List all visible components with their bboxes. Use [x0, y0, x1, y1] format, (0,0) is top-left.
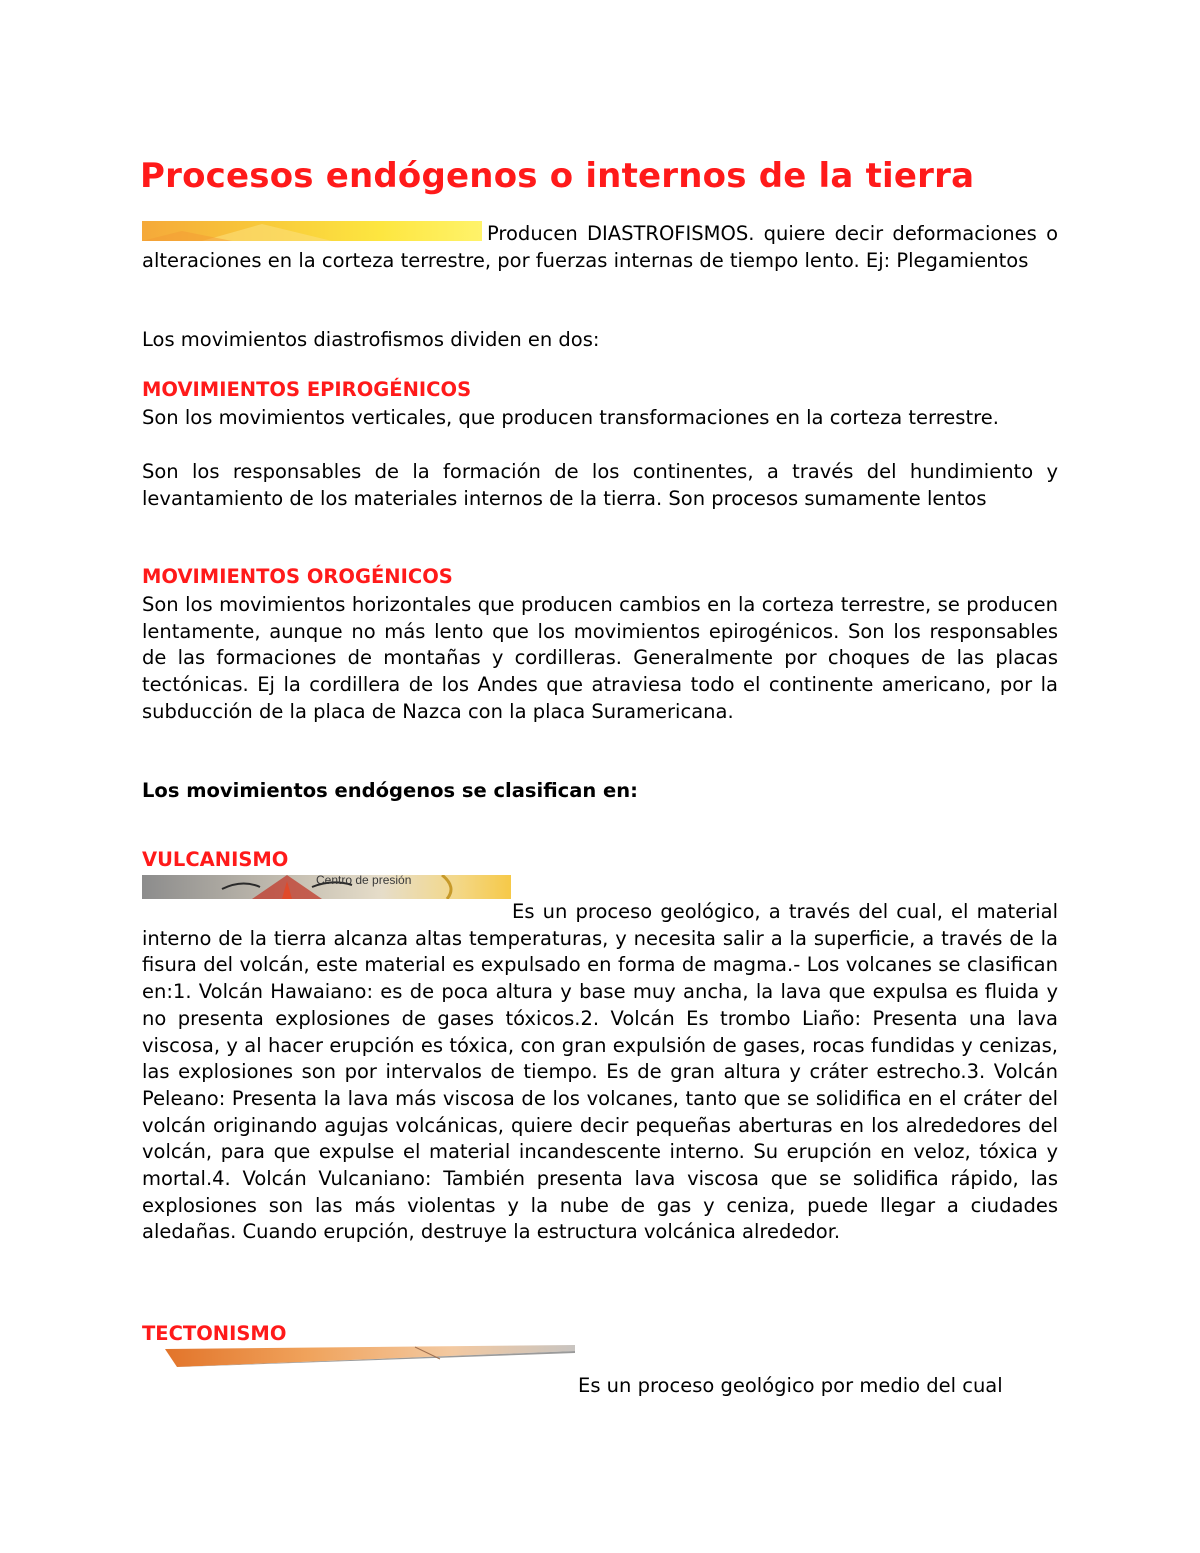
tectonism-figure-art — [165, 1345, 575, 1367]
page-title: Procesos endógenos o internos de la tierra — [140, 156, 975, 196]
epirogenicos-paragraph-1: Son los movimientos verticales, que producen transformaciones en la corteza terrestre. — [142, 406, 999, 429]
intro-text: Producen DIASTROFISMOS. quiere decir deformaciones o alteraciones en la corteza terrestre, por fuerzas internas de tiempo lento. Ej: Plegamientos — [142, 222, 1058, 272]
tectonismo-heading: TECTONISMO — [142, 1322, 287, 1345]
tectonism-figure — [165, 1345, 575, 1367]
clasifican-heading: Los movimientos endógenos se clasifican en: — [142, 779, 638, 802]
epirogenicos-heading: MOVIMIENTOS EPIROGÉNICOS — [142, 378, 472, 401]
orogenicos-paragraph-1: Son los movimientos horizontales que producen cambios en la corteza terrestre, se producen lentamente, aunque no más lento que los movimientos epirogénicos. Son los responsables de las formaciones de montañas y cordilleras. Generalmente por choques de las placas tectónicas. Ej la cordillera de los Andes que atraviesa todo el continente americano, por la subducción de la placa de Nazca con la placa Suramericana. — [142, 593, 1058, 723]
volcano-figure — [142, 875, 511, 899]
vulcanismo-text: Es un proceso geológico, a través del cual, el material interno de la tierra alcanza altas temperaturas, y necesita salir a la superficie, a través de la fisura del volcán, este material es expulsado en forma de magma.- Los volcanes se clasifican en:1. Volcán Hawaiano: es de poca altura y base muy ancha, la lava que expulsa es fluida y no presenta explosiones de gases tóxicos.2. Volcán Es trombo Liaño: Presenta una lava viscosa, y al hacer erupción es tóxica, con gran expulsión de gases, rocas fundidas y cenizas, las explosiones son por intervalos de tiempo. Es de gran altura y cráter estrecho.3. Volcán Peleano: Presenta la lava más viscosa de los volcanes, tanto que se solidifica en el cráter del volcán originando agujas volcánicas, quiere decir pequeñas aberturas en los alrededores del volcán, para que expulse el material incandescente interno. Su erupción en veloz, tóxica y mortal.4. Volcán Vulcaniano: También presenta lava viscosa que se solidifica rápido, las explosiones son las más violentas y la nube de gas y ceniza, puede llegar a ciudades aledañas. Cuando erupción, destruye la estructura volcánica alrededor. — [142, 900, 1058, 1244]
divide-paragraph: Los movimientos diastrofismos dividen en dos: — [142, 328, 600, 351]
vulcanismo-paragraph — [142, 899, 1058, 1246]
volcano-figure-label: Centro de presión — [316, 875, 412, 887]
tectonismo-paragraph: Es un proceso geológico por medio del cual — [578, 1374, 1003, 1397]
epirogenicos-paragraph-2: Son los responsables de la formación de los continentes, a través del hundimiento y levantamiento de los materiales internos de la tierra. Son procesos sumamente lentos — [142, 460, 1058, 510]
intro-paragraph — [142, 221, 1058, 274]
vulcanismo-heading: VULCANISMO — [142, 848, 289, 871]
orogenicos-heading: MOVIMIENTOS OROGÉNICOS — [142, 565, 453, 588]
